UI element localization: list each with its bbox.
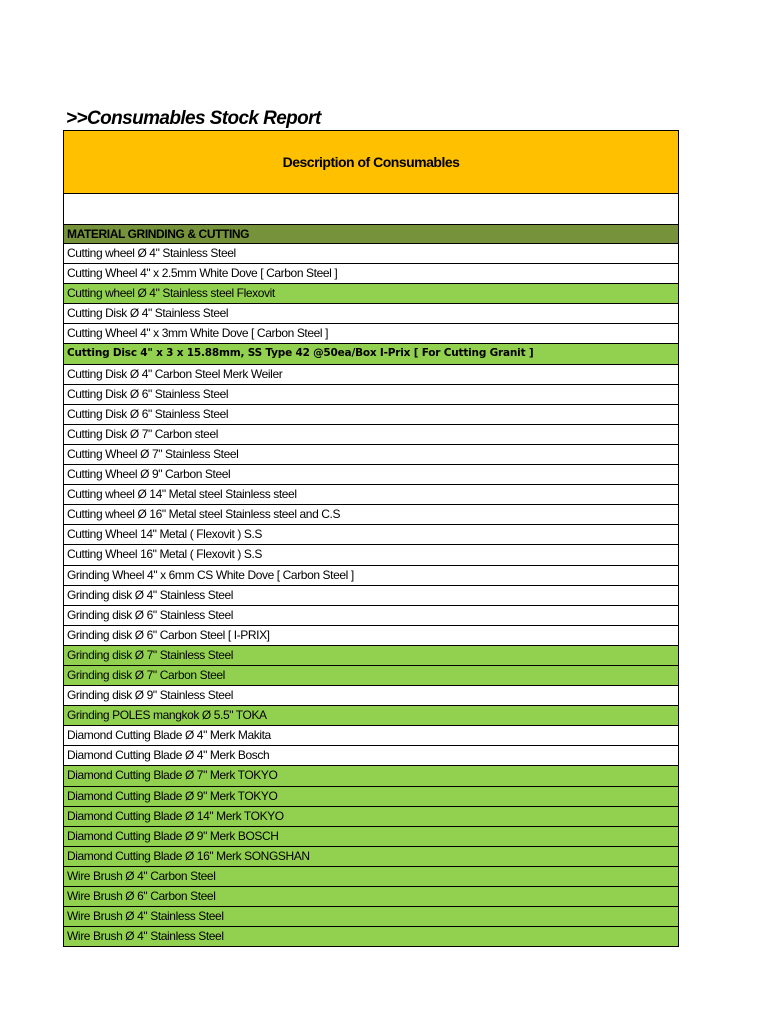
column-header-label: Description of Consumables bbox=[282, 154, 460, 170]
table-row[interactable]: Grinding disk Ø 6" Carbon Steel [ I-PRIX] bbox=[64, 626, 678, 646]
table-row[interactable]: Diamond Cutting Blade Ø 14" Merk TOKYO bbox=[64, 807, 678, 827]
table-row[interactable]: Grinding disk Ø 4" Stainless Steel bbox=[64, 586, 678, 606]
table-row[interactable]: Cutting Wheel 14" Metal ( Flexovit ) S.S bbox=[64, 525, 678, 545]
table-row[interactable]: Grinding POLES mangkok Ø 5.5" TOKA bbox=[64, 706, 678, 726]
table-row[interactable]: Cutting Disk Ø 6" Stainless Steel bbox=[64, 385, 678, 405]
table-row[interactable]: Wire Brush Ø 6" Carbon Steel bbox=[64, 887, 678, 907]
table-row[interactable]: Grinding disk Ø 7" Carbon Steel bbox=[64, 666, 678, 686]
table-row[interactable]: Diamond Cutting Blade Ø 9" Merk TOKYO bbox=[64, 787, 678, 807]
table-row[interactable]: Cutting Wheel Ø 9" Carbon Steel bbox=[64, 465, 678, 485]
report-title: >>Consumables Stock Report bbox=[66, 108, 321, 129]
table-row[interactable]: Cutting Wheel 16" Metal ( Flexovit ) S.S bbox=[64, 545, 678, 565]
table-row[interactable]: Grinding disk Ø 6" Stainless Steel bbox=[64, 606, 678, 626]
table-row[interactable]: Grinding Wheel 4" x 6mm CS White Dove [ Carbon Steel ] bbox=[64, 566, 678, 586]
table-row[interactable]: Grinding disk Ø 9" Stainless Steel bbox=[64, 686, 678, 706]
table-row[interactable]: Cutting Wheel 4" x 2.5mm White Dove [ Carbon Steel ] bbox=[64, 264, 678, 284]
table-row[interactable]: Cutting Disc 4" x 3 x 15.88mm, SS Type 42 @50ea/Box I-Prix [ For Cutting Granit ] bbox=[64, 344, 678, 364]
table-row[interactable]: Cutting Wheel 4" x 3mm White Dove [ Carbon Steel ] bbox=[64, 324, 678, 344]
table-row[interactable]: Grinding disk Ø 7" Stainless Steel bbox=[64, 646, 678, 666]
table-row[interactable]: Cutting wheel Ø 16" Metal steel Stainless steel and C.S bbox=[64, 505, 678, 525]
item-list bbox=[64, 244, 678, 946]
table-row[interactable]: Cutting Disk Ø 6" Stainless Steel bbox=[64, 405, 678, 425]
table-row[interactable]: Wire Brush Ø 4" Carbon Steel bbox=[64, 867, 678, 887]
table-row[interactable]: Cutting Disk Ø 4" Carbon Steel Merk Weiler bbox=[64, 365, 678, 385]
table-row[interactable]: Diamond Cutting Blade Ø 4" Merk Bosch bbox=[64, 746, 678, 766]
table-row[interactable]: Diamond Cutting Blade Ø 9" Merk BOSCH bbox=[64, 827, 678, 847]
section-header-row[interactable]: MATERIAL GRINDING & CUTTING bbox=[64, 225, 678, 244]
column-header[interactable] bbox=[64, 131, 678, 194]
table-row[interactable]: Cutting wheel Ø 4" Stainless Steel bbox=[64, 244, 678, 264]
table-row[interactable]: Cutting wheel Ø 14" Metal steel Stainless steel bbox=[64, 485, 678, 505]
table-row[interactable]: Diamond Cutting Blade Ø 7" Merk TOKYO bbox=[64, 766, 678, 786]
table-row[interactable]: Cutting wheel Ø 4" Stainless steel Flexovit bbox=[64, 284, 678, 304]
table-row[interactable]: Wire Brush Ø 4" Stainless Steel bbox=[64, 907, 678, 927]
table-row[interactable]: Diamond Cutting Blade Ø 16" Merk SONGSHAN bbox=[64, 847, 678, 867]
table-row[interactable]: Cutting Disk Ø 7" Carbon steel bbox=[64, 425, 678, 445]
consumables-table bbox=[63, 130, 679, 947]
table-row[interactable]: Cutting Wheel Ø 7" Stainless Steel bbox=[64, 445, 678, 465]
table-row[interactable]: Wire Brush Ø 4" Stainless Steel bbox=[64, 927, 678, 946]
table-row[interactable]: Cutting Disk Ø 4" Stainless Steel bbox=[64, 304, 678, 324]
table-row[interactable]: Diamond Cutting Blade Ø 4" Merk Makita bbox=[64, 726, 678, 746]
empty-row[interactable] bbox=[64, 194, 678, 225]
